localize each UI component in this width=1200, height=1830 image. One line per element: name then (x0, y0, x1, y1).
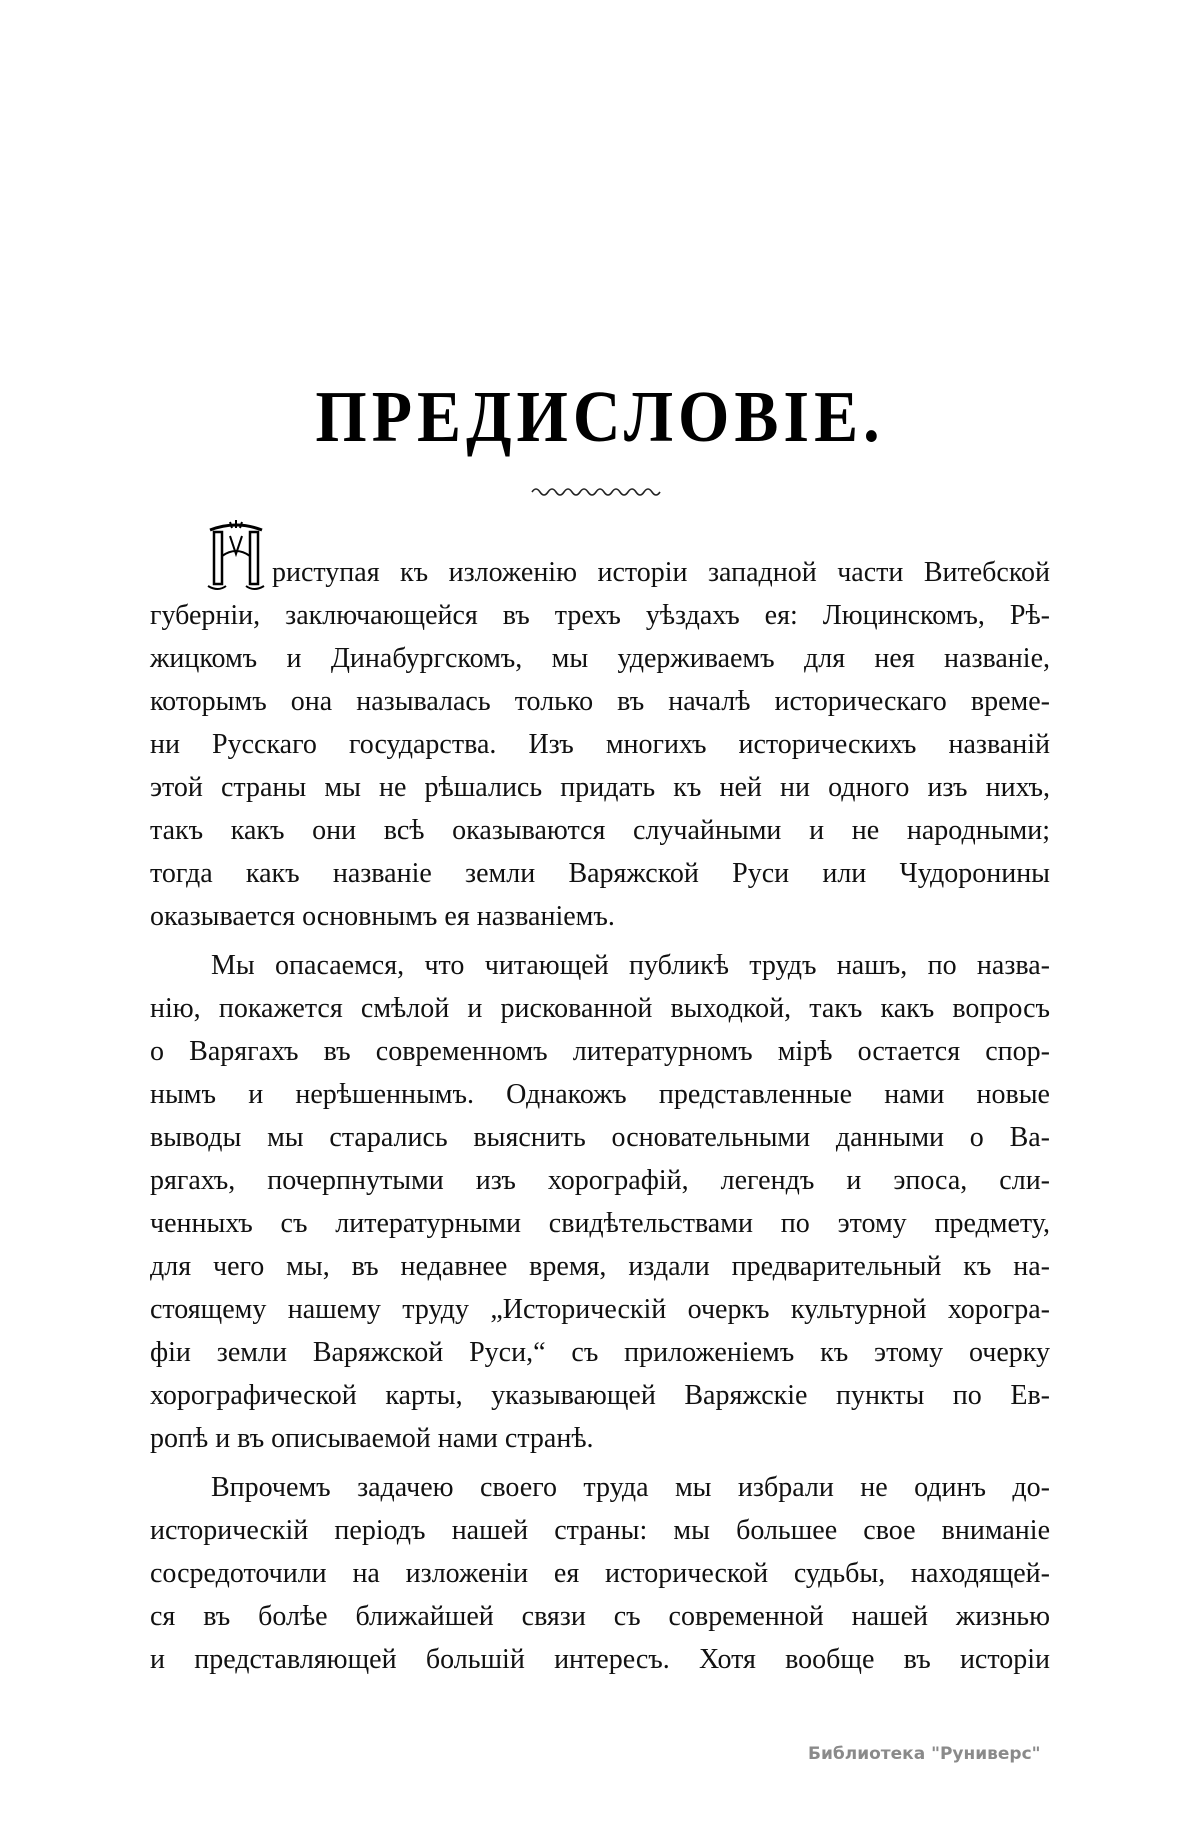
text-line: тогда какъ названіе земли Варяжской Руси или Чудоронины (150, 858, 1050, 889)
text-line: жицкомъ и Динабургскомъ, мы удерживаемъ для нея названіе, (150, 643, 1050, 674)
text-line: о Варягахъ въ современномъ литературномъ мірѣ остается спор- (150, 1036, 1050, 1067)
text-line: рягахъ, почерпнутыми изъ хорографій, легендъ и эпоса, сли- (150, 1165, 1050, 1196)
text-line: риступая къ изложенію исторіи западной части Витебской (272, 557, 1050, 588)
text-line: историческій періодъ нашей страны: мы большее свое вниманіе (150, 1515, 1050, 1546)
text-line: губерніи, заключающейся въ трехъ уѣздахъ ея: Люцинскомъ, Рѣ- (150, 600, 1050, 631)
text-line: ся въ болѣе ближайшей связи съ современной нашей жизнью (150, 1601, 1050, 1632)
text-line: и представляющей большій интересъ. Хотя вообще въ исторіи (150, 1644, 1050, 1675)
text-line: оказывается основнымъ ея названіемъ. (150, 901, 615, 932)
library-watermark: Библиотека "Руниверс" (808, 1744, 1041, 1764)
ornamental-drop-cap (200, 516, 272, 594)
page-title: ПРЕДИСЛОВІЕ. (315, 377, 885, 458)
text-line: для чего мы, въ недавнее время, издали предварительный къ на- (150, 1251, 1050, 1282)
text-line: нымъ и нерѣшеннымъ. Однакожъ представленные нами новые (150, 1079, 1050, 1110)
text-line: хорографической карты, указывающей Варяжскіе пункты по Ев- (150, 1380, 1050, 1411)
text-line: ни Русскаго государства. Изъ многихъ историческихъ названій (150, 729, 1050, 760)
text-line: сосредоточили на изложеніи ея исторической судьбы, находящей- (150, 1558, 1050, 1589)
text-line: Впрочемъ задачею своего труда мы избрали не одинъ до- (211, 1472, 1050, 1503)
text-line: которымъ она называлась только въ началѣ историческаго време- (150, 686, 1050, 717)
text-line: нію, покажется смѣлой и рискованной выходкой, такъ какъ вопросъ (150, 993, 1050, 1024)
text-line: фіи земли Варяжской Руси,“ съ приложеніемъ къ этому очерку (150, 1337, 1050, 1368)
text-line: выводы мы старались выяснить основательными данными о Ва- (150, 1122, 1050, 1153)
text-line: такъ какъ они всѣ оказываются случайными и не народными; (150, 815, 1050, 846)
text-line: ропѣ и въ описываемой нами странѣ. (150, 1423, 594, 1454)
text-line: этой страны мы не рѣшались придать къ ней ни одного изъ нихъ, (150, 772, 1050, 803)
text-line: стоящему нашему труду „Историческій очеркъ культурной хорогра- (150, 1294, 1050, 1325)
ornament-divider (530, 484, 670, 498)
text-line: ченныхъ съ литературными свидѣтельствами по этому предмету, (150, 1208, 1050, 1239)
text-line: Мы опасаемся, что читающей публикѣ трудъ нашъ, по назва- (211, 950, 1050, 981)
